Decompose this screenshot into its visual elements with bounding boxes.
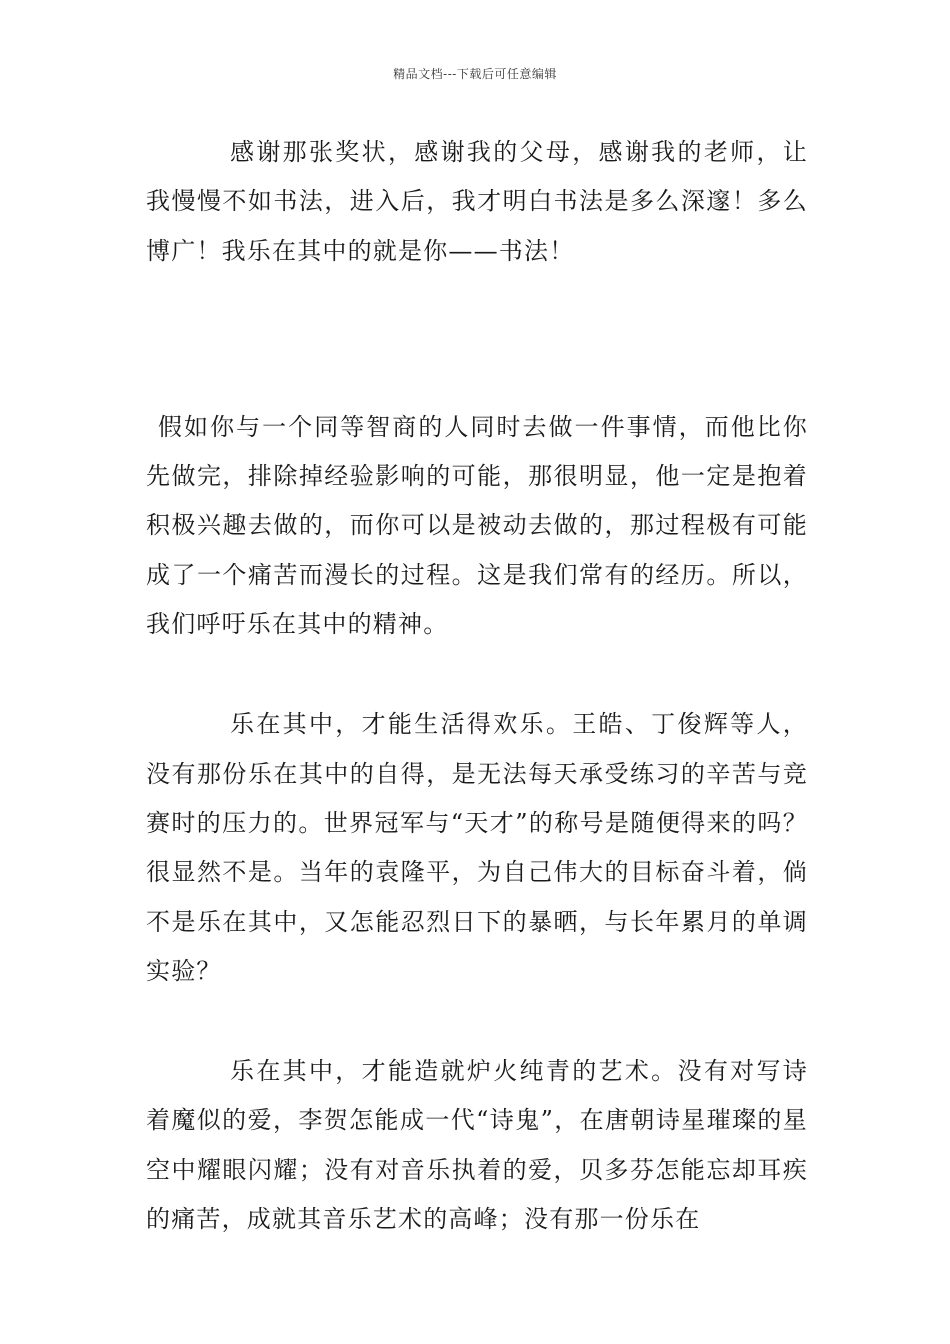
paragraph-joy-art: 乐在其中，才能造就炉火纯青的艺术。没有对写诗着魔似的爱，李贺怎能成一代“诗鬼”，在唐朝诗星璀璨的星空中耀眼闪耀；没有对音乐执着的爱，贝多芬怎能忘却耳疾的痛苦，成就其音乐艺术的高峰；没有那一份乐在 <box>146 1057 808 1234</box>
paragraph-gratitude: 感谢那张奖状，感谢我的父母，感谢我的老师，让我慢慢不如书法，进入后，我才明白书法是多么深邃！多么博广！我乐在其中的就是你——书法！ <box>146 138 808 265</box>
paragraph-interest: 假如你与一个同等智商的人同时去做一件事情，而他比你先做完，排除掉经验影响的可能，那很明显，他一定是抱着积极兴趣去做的，而你可以是被动去做的，那过程极有可能成了一个痛苦而漫长的过程。这是我们常有的经历。所以，我们呼吁乐在其中的精神。 <box>146 412 808 639</box>
page-header: 精品文档---下载后可任意编辑 <box>393 67 557 81</box>
document-body <box>146 128 808 1244</box>
paragraph-joy-life: 乐在其中，才能生活得欢乐。王皓、丁俊辉等人，没有那份乐在其中的自得，是无法每天承受练习的辛苦与竞赛时的压力的。世界冠军与“天才”的称号是随便得来的吗？很显然不是。当年的袁隆平，为自己伟大的目标奋斗着，倘不是乐在其中，又怎能忍烈日下的暴晒，与长年累月的单调实验？ <box>146 710 808 985</box>
